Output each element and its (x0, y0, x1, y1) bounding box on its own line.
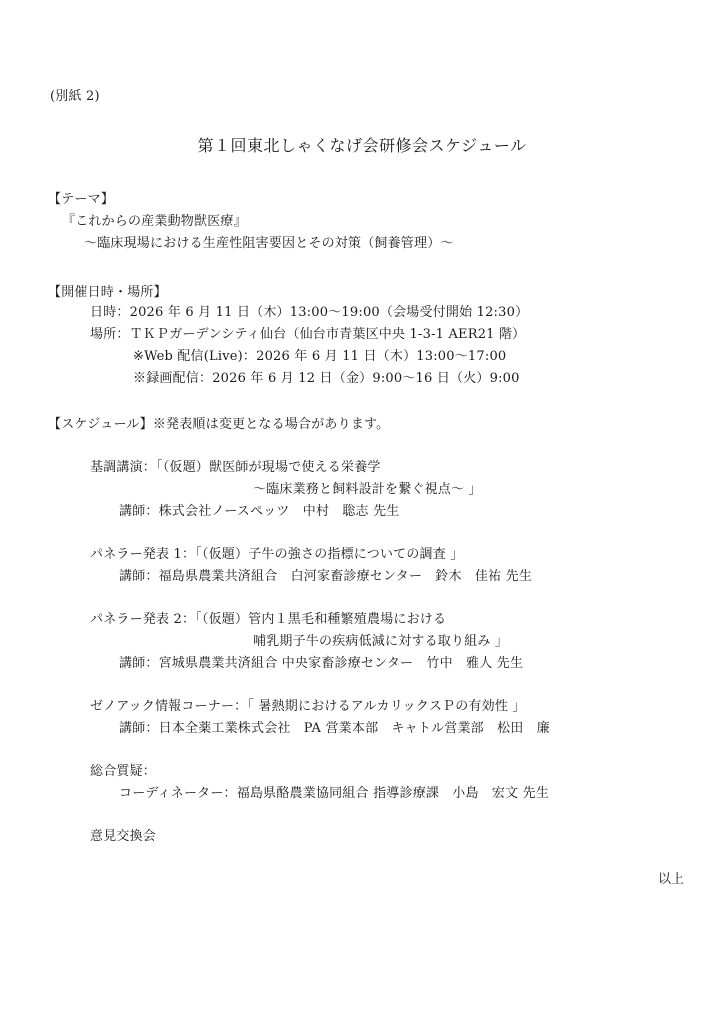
event-date: 日時：2026 年 6 月 11 日（木）13:00～19:00（会場受付開始 12:30） (90, 305, 529, 320)
panel1-speaker: 講師：福島県農業共済組合 白河家畜診療センター 鈴木 佳祐 先生 (119, 569, 533, 584)
qa-title: 総合質疑： (90, 764, 157, 779)
event-venue: 場所：ＴＫＰガーデンシティ仙台（仙台市青葉区中央 1-3-1 AER21 階） (90, 327, 526, 342)
keynote-speaker: 講師：株式会社ノースペッツ 中村 聡志 先生 (119, 504, 400, 519)
schedule-heading: 【スケジュール】※発表順は変更となる場合があります。 (48, 417, 390, 432)
theme-line-1: 『これからの産業動物獣医療』 (62, 214, 247, 229)
page-title: 第１回東北しゃくなげ会研修会スケジュール (197, 136, 527, 155)
attachment-label: (別紙 2) (50, 89, 100, 104)
keynote-title: 基調講演：「（仮題）獣医師が現場で使える栄養学 (90, 460, 381, 475)
zenoaq-title: ゼノアック情報コーナー：「 暑熱期におけるアルカリックスＰの有効性 」 (90, 699, 526, 714)
panel1-title: パネラー発表 1：「（仮題）子牛の強さの指標についての調査 」 (90, 547, 464, 562)
theme-heading: 【テーマ】 (48, 192, 115, 207)
panel2-speaker: 講師：宮城県農業共済組合 中央家畜診療センター 竹中 雅人 先生 (119, 656, 524, 671)
zenoaq-speaker: 講師：日本全薬工業株式会社 PA 営業本部 キャトル営業部 松田 廉 (119, 721, 550, 736)
datetime-place-heading: 【開催日時・場所】 (48, 285, 167, 300)
panel2-subtitle: 哺乳期子牛の疾病低減に対する取り組み 」 (253, 634, 509, 649)
recorded-stream: ※録画配信：2026 年 6 月 12 日（金）9:00～16 日（火）9:00 (133, 371, 520, 386)
closing-mark: 以上 (657, 872, 684, 887)
keynote-subtitle: ～臨床業務と飼料設計を繋ぐ視点～ 」 (253, 482, 482, 497)
qa-coordinator: コーディネーター：福島県酪農業協同組合 指導診療課 小島 宏文 先生 (119, 786, 550, 801)
panel2-title: パネラー発表 2：「（仮題）管内１黒毛和種繁殖農場における (90, 612, 447, 627)
web-stream: ※Web 配信(Live)：2026 年 6 月 11 日（木）13:00～17:00 (133, 349, 507, 364)
exchange-meeting: 意見交換会 (90, 829, 157, 844)
theme-line-2: ～臨床現場における生産性阻害要因とその対策（飼養管理）～ (84, 236, 454, 251)
